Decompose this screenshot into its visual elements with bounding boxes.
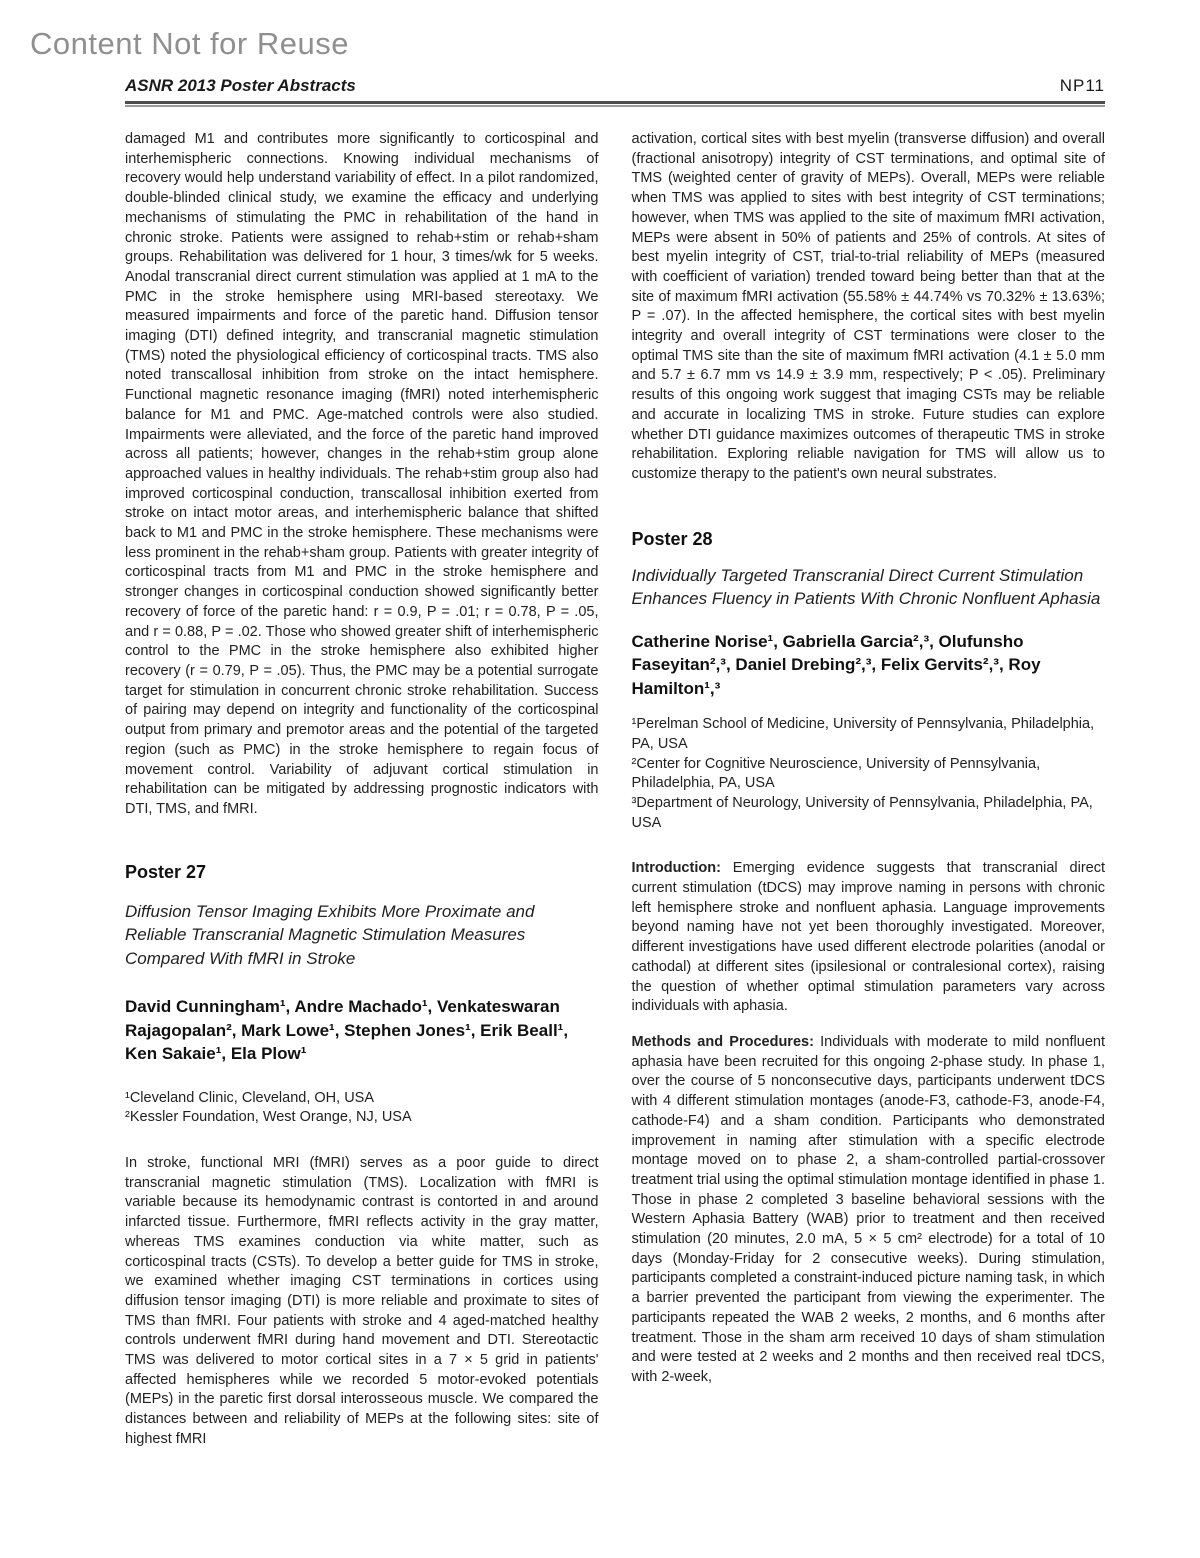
poster-27-authors: David Cunningham¹, Andre Machado¹, Venkateswaran Rajagopalan², Mark Lowe¹, Stephen Jones¹, Erik Beall¹, Ken Sakaie¹, Ela Plow¹ <box>125 997 569 1064</box>
poster-27-body-text: In stroke, functional MRI (fMRI) serves as a poor guide to direct transcranial magnetic stimulation (TMS). Localization with fMRI is variable because its hemodynamic contrast is contorted in and around infarcted tissue. Furthermore, fMRI reflects activity in the gray matter, whereas TMS examines conduction via white matter, such as corticospinal tracts (CSTs). To develop a better guide for TMS in stroke, we examined whether imaging CST terminations in cortices using diffusion tensor imaging (DTI) is more reliable and proximate to sites of TMS than fMRI. Four patients with stroke and 4 aged-matched healthy controls underwent fMRI during hand movement and DTI. Stereotactic TMS was delivered to motor cortical sites in a 7 × 5 grid in patients' affected hemispheres while we recorded 5 motor-evoked potentials (MEPs) in the paretic first dorsal interosseous muscle. We compared the distances between and reliability of MEPs at the following sites: site of highest fMRI <box>125 1155 599 1447</box>
poster-28-heading: Poster 28 <box>631 528 713 549</box>
poster-28-methods <box>632 1033 1106 1388</box>
header-rule <box>125 101 1105 107</box>
poster-28-introduction <box>632 859 1106 1017</box>
poster-28-affiliations <box>632 715 1106 833</box>
poster-27-heading: Poster 27 <box>125 861 207 882</box>
right-column <box>632 130 1106 1450</box>
journal-title: ASNR 2013 Poster Abstracts <box>125 76 356 95</box>
affiliation-line: ¹Cleveland Clinic, Cleveland, OH, USA <box>125 1089 375 1106</box>
header-rule-bottom-line <box>125 105 1105 107</box>
affiliation-line: ²Kessler Foundation, West Orange, NJ, USA <box>125 1109 412 1126</box>
content-columns <box>125 130 1105 1450</box>
watermark-text: Content Not for Reuse <box>30 26 349 61</box>
abstract-continuation-text: damaged M1 and contributes more significantly to corticospinal and interhemispheric connections. Knowing individual mechanisms of recovery would help understand variability of effect. In a pilot randomized, double-blinded clinical study, we examine the efficacy and underlying mechanisms of stimulating the PMC in rehabilitation of the hand in chronic stroke. Patients were assigned to rehab+stim or rehab+sham groups. Rehabilitation was delivered for 1 hour, 3 times/wk for 5 weeks. Anodal transcranial direct current stimulation was applied at 1 mA to the PMC in the stroke hemisphere using MRI-based stereotaxy. We measured impairments and force of the paretic hand. Diffusion tensor imaging (DTI) defined integrity, and transcranial magnetic stimulation (TMS) noted the physiological efficiency of corticospinal tracts. TMS also noted transcallosal inhibition from stroke on the intact hemisphere. Functional magnetic resonance imaging (fMRI) noted interhemispheric balance for M1 and PMC. Age-matched controls were also studied. Impairments were alleviated, and the force of the paretic hand improved across all patients; however, changes in the rehab+stim group alone approached values in healthy individuals. The rehab+stim group also had improved corticospinal conduction, transcallosal inhibition exerted from stroke on intact motor areas, and interhemispheric balance that shifted back to M1 and PMC in the stroke hemisphere. These mechanisms were less prominent in the rehab+sham group. Patients with greater integrity of corticospinal tracts from M1 and PMC in the stroke hemisphere and stronger changes in corticospinal conduction showed significantly better recovery of force of the paretic hand: r = 0.9, P = .01; r = 0.78, P = .05, and r = 0.88, P = .02. Those who showed greater shift of interhemispheric control to the PMC in the stroke hemisphere also exhibited higher recovery (r = 0.79, P = .05). Thus, the PMC may be a potential surrogate target for stimulation in concurrent chronic stroke rehabilitation. Success of pairing may depend on integrity and functionality of the corticospinal output from primary and premotor areas and the potential of the targeted region (such as PMC) in the stroke hemisphere to regain focus of movement control. Variability of adjuvant cortical stimulation in rehabilitation can be mitigated by addressing prognostic indicators with DTI, TMS, and fMRI. <box>125 131 599 817</box>
methods-text: Individuals with moderate to mild nonfluent aphasia have been recruited for this ongoing 2-phase study. In phase 1, over the course of 5 nonconsecutive days, participants underwent tDCS with 4 different stimulation montages (anode-F3, cathode-F3, anode-F4, cathode-F4) and a sham condition. Participants who demonstrated improvement in naming after stimulation with a specific electrode montage moved on to phase 2, a sham-controlled partial-crossover treatment trial using the optimal stimulation montage identified in phase 1. Those in phase 2 completed 3 baseline behavioral sessions with the Western Aphasia Battery (WAB) prior to treatment and then received stimulation (20 minutes, 2.0 mA, 5 × 5 cm² electrode) for a total of 10 days (Monday-Friday for 2 consecutive weeks). During stimulation, participants completed a constraint-induced picture naming task, in which a barrier prevented the participant from viewing the experimenter. The participants repeated the WAB 2 weeks, 2 months, and 6 months after treatment. Those in the sham arm received 10 days of sham stimulation and were tested at 2 weeks and 2 months and then received real tDCS, with 2-week, <box>631 1034 1105 1385</box>
affiliation-line: ¹Perelman School of Medicine, University of Pennsylvania, Philadelphia, PA, USA <box>631 716 1095 752</box>
methods-label: Methods and Procedures: <box>631 1034 814 1050</box>
poster-27-continuation-text: activation, cortical sites with best myelin (transverse diffusion) and overall (fractional anisotropy) integrity of CST terminations, and optimal site of TMS (weighted center of gravity of MEPs). Overall, MEPs were reliable when TMS was applied to sites with best integrity of CST terminations; however, when TMS was applied to the site of maximum fMRI activation, MEPs were absent in 50% of patients and 25% of controls. At sites of best myelin integrity of CST, trial-to-trial reliability of MEPs (measured with coefficient of variation) trended toward being better than that at the site of maximum fMRI activation (55.58% ± 44.74% vs 70.32% ± 13.63%; P = .07). In the affected hemisphere, the cortical sites with best myelin integrity and overall integrity of CST terminations were closer to the optimal TMS site than the site of maximum fMRI activation (4.1 ± 5.0 mm and 5.7 ± 6.7 mm vs 14.9 ± 3.9 mm, respectively; P < .05). Preliminary results of this ongoing work suggest that imaging CSTs may be reliable and accurate in localizing TMS in stroke. Future studies can explore whether DTI guidance maximizes outcomes of therapeutic TMS in stroke rehabilitation. Exploring reliable navigation for TMS will allow us to customize therapy to the patient's own neural substrates. <box>631 131 1105 482</box>
poster-28-authors: Catherine Norise¹, Gabriella Garcia²,³, Olufunsho Faseyitan²,³, Daniel Drebing²,³, Felix Gervits²,³, Roy Hamilton¹,³ <box>631 631 1041 698</box>
poster-27-title: Diffusion Tensor Imaging Exhibits More Proximate and Reliable Transcranial Magnetic Stimulation Measures Compared With fMRI in Stroke <box>125 901 535 968</box>
affiliation-line: ²Center for Cognitive Neuroscience, University of Pennsylvania, Philadelphia, PA, USA <box>631 755 1041 792</box>
left-column <box>125 130 599 1450</box>
affiliation-line: ³Department of Neurology, University of Pennsylvania, Philadelphia, PA, USA <box>631 794 1093 831</box>
introduction-text: Emerging evidence suggests that transcranial direct current stimulation (tDCS) may improve naming in persons with chronic left hemisphere stroke and nonfluent aphasia. Language improvements beyond naming have not yet been thoroughly investigated. Moreover, different investigations have used different electrode polarities (anodal or cathodal) at different sites (ipsilesional or contralesional cortex), raising the question of whether optimal stimulation parameters vary across individuals with aphasia. <box>631 860 1105 1015</box>
page-header <box>125 76 1105 96</box>
header-rule-top-line <box>125 101 1105 104</box>
poster-28-title: Individually Targeted Transcranial Direct Current Stimulation Enhances Fluency in Patients With Chronic Nonfluent Aphasia <box>631 565 1101 609</box>
poster-27-affiliations <box>125 1089 599 1128</box>
page-number: NP11 <box>1059 76 1105 95</box>
introduction-label: Introduction: <box>631 860 721 877</box>
